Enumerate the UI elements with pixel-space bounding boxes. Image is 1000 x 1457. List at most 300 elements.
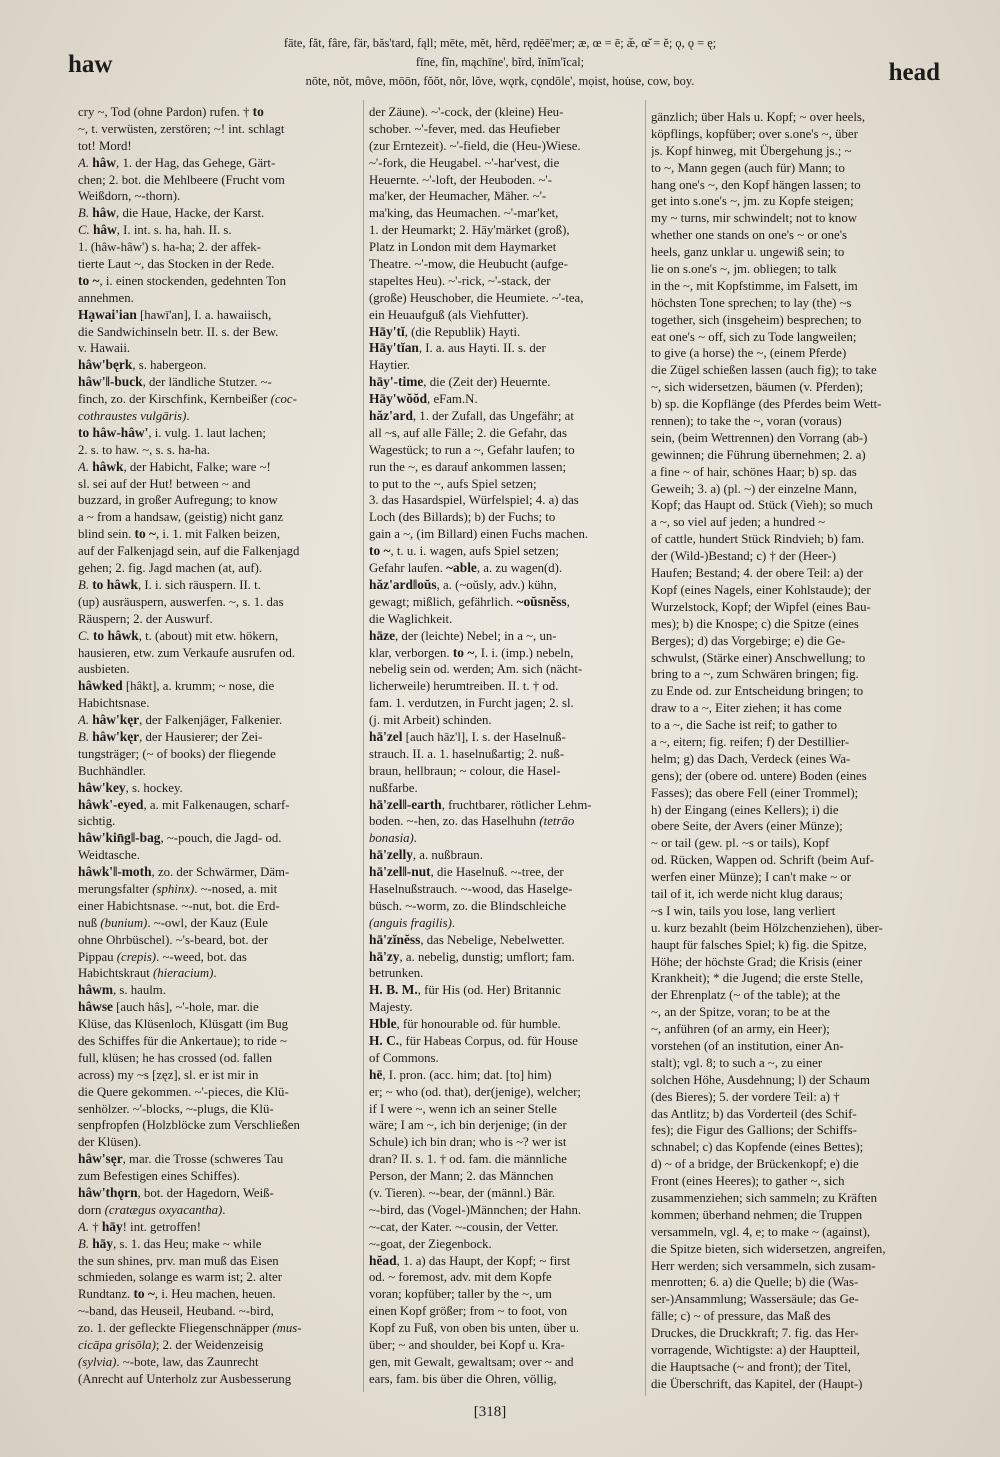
- text-run: senpfropfen (Holzblöcke zum Verschließen: [78, 1118, 300, 1133]
- text-run: , a. zu wagen(d).: [476, 561, 563, 576]
- dictionary-line: [369, 898, 641, 915]
- text-run: , s. habergeon.: [132, 358, 207, 373]
- dictionary-line: [651, 278, 940, 295]
- dictionary-line: [78, 830, 358, 847]
- text-run: die Quere gekommen. ~'-pieces, die Klü-: [78, 1084, 289, 1099]
- text-run: finch, zo. der Kirschfink, Kernbeißer: [78, 392, 271, 407]
- dictionary-line: [651, 497, 940, 514]
- dictionary-line: [78, 1151, 358, 1168]
- headword: hâwse: [78, 999, 113, 1015]
- headword: hăz'ard‖oŭs: [369, 576, 437, 592]
- dictionary-line: [369, 1117, 641, 1134]
- headword: to: [252, 104, 264, 119]
- headword: hā'zelly: [369, 847, 413, 863]
- italic-term: A.: [78, 1219, 93, 1234]
- text-run: . ~-owl, der Kauz (Eule: [147, 915, 268, 930]
- text-run: ser-)Ansammlung; Wassersäule; das Ge-: [651, 1292, 859, 1307]
- text-run: die Spitze bieten, sich widersetzen, angreifen,: [651, 1241, 886, 1256]
- text-run: köpflings, kopfüber; over s.one's ~, über: [651, 126, 858, 141]
- text-run: , I. i. sich räuspern. II. t.: [137, 577, 261, 592]
- text-run: senhölzer. ~'-blocks, ~-plugs, die Klü-: [78, 1101, 274, 1116]
- dictionary-line: [369, 1320, 641, 1337]
- text-run: gain a ~, (im Billard) einen Fuchs machen.: [369, 527, 589, 542]
- text-run: strauch. II. a. 1. haselnußartig; 2. nuß-: [369, 746, 565, 761]
- dictionary-line: [78, 425, 358, 442]
- dictionary-line: [651, 1089, 940, 1106]
- text-run: Fasses); das obere Fell (einer Trommel);: [651, 785, 859, 800]
- text-run: voran; kopfüber; taller by the ~, um: [369, 1287, 552, 1302]
- text-run: bring to a ~, zum Schwären bringen; fig.: [651, 667, 859, 682]
- dictionary-line: [369, 1016, 641, 1033]
- text-run: 3. das Hasardspiel, Würfelspiel; 4. a) das: [369, 493, 579, 508]
- dictionary-line: [369, 830, 641, 847]
- headword: hâw: [92, 154, 117, 170]
- dictionary-line: [651, 650, 940, 667]
- dictionary-line: [78, 1286, 358, 1303]
- italic-term: cicāpa grisōla): [78, 1338, 156, 1353]
- text-run: Klüse, das Klüsenloch, Klüsgatt (im Bug: [78, 1017, 289, 1032]
- text-run: , das Nebelige, Nebelwetter.: [420, 932, 565, 947]
- dictionary-line: [369, 712, 641, 729]
- dictionary-line: [78, 864, 358, 881]
- dictionary-line: [651, 160, 940, 177]
- text-run: boden. ~-hen, zo. das Haselhuhn: [369, 814, 540, 829]
- dictionary-line: [651, 869, 940, 886]
- text-run: , i. einen stockenden, gedehnten Ton: [99, 273, 286, 288]
- dictionary-line: [651, 261, 940, 278]
- headword: hĕad: [369, 1252, 397, 1268]
- italic-term: cothraustes vulgāris): [78, 409, 187, 424]
- text-run: ein Heuaufguß (als Viehfutter).: [369, 307, 529, 322]
- text-run: , a. (~oŭsly, adv.) kühn,: [436, 577, 557, 592]
- headword: to ~: [369, 543, 391, 559]
- dictionary-line: [651, 565, 940, 582]
- dictionary-line: [369, 1101, 641, 1118]
- dictionary-line: [78, 256, 358, 273]
- text-run: Druckes, die Druckkraft; 7. fig. das Her-: [651, 1326, 859, 1341]
- dictionary-line: [78, 881, 358, 898]
- dictionary-line: [369, 695, 641, 712]
- dictionary-line: [78, 273, 358, 290]
- dictionary-line: [651, 362, 940, 379]
- dictionary-line: [78, 1084, 358, 1101]
- text-run: Buchhändler.: [78, 763, 146, 778]
- text-run: cry ~, Tod (ohne Pardon) rufen. †: [78, 105, 253, 119]
- text-run: die Waglichkeit.: [369, 611, 453, 626]
- text-run: über; ~ and shoulder, bei Kopf u. Kra-: [369, 1338, 565, 1353]
- text-run: ,: [566, 594, 570, 609]
- text-run: whether one stands on one's ~ or one's: [651, 228, 847, 243]
- dictionary-line: [369, 932, 641, 949]
- dictionary-line: [651, 447, 940, 464]
- headword: hâw'thǫrn: [78, 1185, 138, 1200]
- dictionary-line: [369, 239, 641, 256]
- dictionary-line: [651, 1376, 940, 1393]
- text-run: büsch. ~-worm, zo. die Blindschleiche: [369, 898, 567, 913]
- text-run: obere Seite, der Avers (einer Münze);: [651, 819, 843, 834]
- headword: hā'zel: [369, 728, 403, 744]
- italic-term: A.: [78, 155, 93, 170]
- headword: hâw'key: [78, 779, 126, 795]
- text-run: Räuspern; 2. der Auswurf.: [78, 611, 213, 626]
- dictionary-line: [78, 1016, 358, 1033]
- text-run: ~-cat, der Kater. ~-cousin, der Vetter.: [369, 1219, 559, 1234]
- text-run: ~-goat, der Ziegenbock.: [369, 1236, 492, 1251]
- headword: hâwk'-eyed: [78, 796, 144, 812]
- dictionary-line: [369, 628, 641, 645]
- text-run: nußfarbe.: [369, 780, 418, 795]
- text-run: (große) Heuschober, die Heumiete. ~'-tea,: [369, 290, 584, 305]
- column-divider: [363, 100, 364, 1392]
- dictionary-line: [651, 1325, 940, 1342]
- headword: Hāy'tĭ: [369, 323, 405, 339]
- text-run: , 1. der Hag, das Gehege, Gärt-: [116, 155, 276, 170]
- dictionary-line: [78, 577, 358, 594]
- dictionary-line: [651, 177, 940, 194]
- text-run: fälle; c) ~ of pressure, das Maß des: [651, 1309, 831, 1324]
- italic-term: (hieracium): [152, 966, 214, 981]
- text-run: draw to a ~, Eiter ziehen; it has come: [651, 701, 842, 716]
- headword: hāze: [369, 627, 396, 643]
- dictionary-line: [369, 256, 641, 273]
- pronunciation-key: [160, 34, 840, 91]
- dictionary-line: [369, 324, 641, 341]
- text-run: mes); b) die Knospe; c) die Spitze (eines: [651, 616, 859, 631]
- text-run: (v. Tieren). ~-bear, der (männl.) Bär.: [369, 1186, 556, 1200]
- text-run: tail of it, ich werde nicht klug daraus;: [651, 886, 843, 901]
- text-run: 1. (hâw-hâw') s. ha-ha; 2. der affek-: [78, 240, 261, 255]
- text-run: ausbieten.: [78, 662, 130, 677]
- text-run: .: [451, 915, 456, 930]
- text-run: js. Kopf hinweg, mit Übergehung js.; ~: [651, 143, 852, 158]
- text-run: er; ~ who (od. that), der(jenige), welcher;: [369, 1084, 581, 1099]
- text-run: . ~-weed, bot. das: [156, 949, 247, 964]
- text-run: , der Hausierer; der Zei-: [139, 729, 263, 744]
- text-run: , die Haselnuß. ~-tree, der: [430, 865, 564, 880]
- text-run: dran? II. s. 1. † od. fam. die männliche: [369, 1152, 567, 1167]
- dictionary-line: [78, 324, 358, 341]
- text-run: run the ~, es darauf ankommen lassen;: [369, 459, 567, 474]
- text-run: der Zäune). ~'-cock, der (kleine) Heu-: [369, 105, 564, 119]
- dictionary-line: [369, 1286, 641, 1303]
- text-run: .: [186, 409, 190, 424]
- headword: hāy'-time: [369, 374, 424, 390]
- dictionary-line: [651, 329, 940, 346]
- dictionary-line: [651, 413, 940, 430]
- italic-term: (sphinx): [152, 881, 195, 896]
- text-run: rennen); to take the ~, voran (voraus): [651, 414, 842, 429]
- text-run: , I. i. (imp.) nebeln,: [474, 645, 574, 660]
- text-run: , der Habicht, Falke; ware ~!: [123, 459, 271, 474]
- text-run: betrunken.: [369, 966, 424, 981]
- dictionary-line: [651, 852, 940, 869]
- dictionary-line: [369, 172, 641, 189]
- dictionary-line: [369, 847, 641, 864]
- text-run: Höhe; der höchste Grad; die Krisis (einer: [651, 954, 863, 969]
- text-run: †: [92, 1219, 102, 1234]
- text-run: gen, mit Gewalt, gewaltsam; over ~ and: [369, 1354, 574, 1369]
- text-run: annehmen.: [78, 290, 134, 305]
- dictionary-line: [651, 1173, 940, 1190]
- text-run: h) der Eingang (eines Kellers); i) die: [651, 802, 839, 817]
- dictionary-line: [78, 307, 358, 324]
- headword: hâw'bęrk: [78, 357, 133, 373]
- dictionary-line: [651, 244, 940, 261]
- text-run: [hawī'an], I. a. hawaiisch,: [136, 307, 272, 322]
- dictionary-line: [78, 1117, 358, 1134]
- dictionary-line: [369, 273, 641, 290]
- text-run: , mar. die Trosse (schweres Tau: [122, 1152, 284, 1167]
- italic-term: B.: [78, 1236, 93, 1251]
- dictionary-line: [651, 886, 940, 903]
- dictionary-line: [651, 582, 940, 599]
- dictionary-line: [651, 1004, 940, 1021]
- dictionary-line: [369, 611, 641, 628]
- dictionary-line: [651, 464, 940, 481]
- text-run: Habichtsnase.: [78, 696, 150, 711]
- text-run: ohne Ohrbüschel). ~'s-beard, bot. der: [78, 932, 269, 947]
- dictionary-line: [369, 543, 641, 560]
- text-run: Herr werden; sich versammeln, sich zusam-: [651, 1258, 876, 1273]
- text-run: Heuernte. ~'-loft, der Heuboden. ~'-: [369, 172, 552, 187]
- dictionary-line: [369, 915, 641, 932]
- dictionary-line: [651, 295, 940, 312]
- dictionary-line: [78, 222, 358, 239]
- text-run: , s. hockey.: [125, 780, 183, 795]
- dictionary-line: [78, 1303, 358, 1320]
- text-run: haupt für falsches Spiel; k) fig. die Spitze,: [651, 937, 867, 952]
- dictionary-line: [78, 357, 358, 374]
- dictionary-line: [651, 1106, 940, 1123]
- text-run: Wurzelstock, Kopf; der Wipfel (eines Bau-: [651, 599, 871, 614]
- dictionary-line: [369, 746, 641, 763]
- text-run: a ~, so viel auf jeden; a hundred ~: [651, 515, 826, 530]
- dictionary-line: [369, 729, 641, 746]
- dictionary-line: [369, 442, 641, 459]
- dictionary-line: [651, 768, 940, 785]
- dictionary-line: [651, 1274, 940, 1291]
- dictionary-line: [651, 1241, 940, 1258]
- text-run: , 1. der Zufall, das Ungefähr; at: [412, 409, 574, 424]
- column-1: [78, 104, 358, 1388]
- text-run: schnabel; c) das Kopfende (eines Bettes);: [651, 1140, 864, 1155]
- italic-term: B.: [78, 729, 93, 744]
- text-run: vorragende, Wichtigste: a) der Hauptteil,: [651, 1343, 860, 1358]
- dictionary-line: [369, 864, 641, 881]
- text-run: Gefahr laufen.: [369, 561, 447, 576]
- text-run: zu Ende od. zur Entscheidung bringen; to: [651, 684, 864, 699]
- dictionary-line: [651, 1021, 940, 1038]
- dictionary-line: [369, 104, 641, 121]
- dictionary-line: [651, 109, 940, 126]
- headword: hāy: [101, 1218, 123, 1234]
- text-run: , I. int. s. ha, hah. II. s.: [116, 223, 232, 238]
- text-run: Weidtasche.: [78, 848, 140, 863]
- text-run: hausieren, etw. zum Verkaufe ausrufen od.: [78, 645, 296, 660]
- dictionary-line: [651, 1139, 940, 1156]
- text-run: , der ländliche Stutzer. ~-: [142, 375, 272, 390]
- dictionary-line: [369, 965, 641, 982]
- dictionary-line: [369, 1253, 641, 1270]
- dictionary-line: [651, 379, 940, 396]
- dictionary-line: [651, 734, 940, 751]
- text-run: schober. ~'-fever, med. das Heufieber: [369, 121, 560, 136]
- pronunciation-key-line: fāte, făt, fâre, fär, băs'tard, fąll; mēte, mĕt, hẽrd, rędēē'mer; æ, œ = ē; æ̆, œ̆ = ĕ; ǫ, ǫ = ę;: [283, 36, 717, 50]
- text-run: Kopf (eines Nagels, einer Kohlstaude); der: [651, 582, 871, 597]
- dictionary-line: [369, 1202, 641, 1219]
- text-run: zusammenziehen; sich sammeln; zu Kräften: [651, 1191, 877, 1205]
- text-run: d) ~ of a bridge, der Brückenkopf; e) die: [651, 1157, 859, 1172]
- dictionary-line: [369, 357, 641, 374]
- text-run: klar, verborgen.: [369, 645, 453, 660]
- italic-term: (tetrāo: [539, 814, 575, 829]
- dictionary-line: [369, 408, 641, 425]
- dictionary-line: [651, 430, 940, 447]
- dictionary-line: [651, 1190, 940, 1207]
- text-run: together, sich (insgeheim) besprechen; to: [651, 312, 862, 327]
- dictionary-line: [651, 987, 940, 1004]
- text-run: schmieden, solange es warm ist; 2. alter: [78, 1270, 282, 1285]
- dictionary-line: [369, 222, 641, 239]
- dictionary-line: [369, 949, 641, 966]
- dictionary-line: [651, 514, 940, 531]
- text-run: chen; 2. bot. die Mehlbeere (Frucht vom: [78, 172, 285, 187]
- italic-term: A.: [78, 713, 93, 728]
- dictionary-line: [369, 340, 641, 357]
- dictionary-line: [651, 227, 940, 244]
- headword: hâwked: [78, 678, 123, 694]
- text-run: . ~-bote, law, das Zaunrecht: [116, 1354, 259, 1369]
- dictionary-line: [651, 312, 940, 329]
- guide-word-right: head: [888, 59, 940, 86]
- italic-term: C.: [78, 223, 93, 238]
- text-run: ~, t. verwüsten, zerstören; ~! int. schlagt: [78, 121, 285, 136]
- text-run: v. Hawaii.: [78, 341, 131, 356]
- italic-term: (bunium): [100, 915, 148, 930]
- headword: H. C.: [369, 1032, 400, 1048]
- dictionary-line: [78, 121, 358, 138]
- text-run: to put to the ~, aufs Spiel setzen;: [369, 476, 537, 491]
- text-run: heels, ganz unklar u. ungewiß sein; to: [651, 245, 845, 260]
- text-run: , die Haue, Hacke, der Karst.: [116, 206, 265, 221]
- text-run: Haytier.: [369, 358, 410, 373]
- dictionary-line: [78, 543, 358, 560]
- dictionary-line: [78, 915, 358, 932]
- text-run: in the ~, mit Kopfstimme, im Falsett, im: [651, 278, 858, 293]
- headword: to hâwk: [92, 576, 138, 592]
- text-run: gewinnen; die Führung übernehmen; 2. a): [651, 447, 866, 462]
- text-run: , der Falkenjäger, Falkenier.: [139, 713, 283, 728]
- dictionary-line: [369, 982, 641, 999]
- dictionary-line: [369, 290, 641, 307]
- headword: hâw'kin̄g‖-bag: [78, 830, 161, 846]
- headword: hā'zy: [369, 948, 400, 964]
- text-run: , für Habeas Corpus, od. für House: [399, 1033, 578, 1048]
- headword: Hāy'tĭan: [369, 340, 419, 356]
- text-run: [auch hāz'l], I. s. der Haselnuß-: [402, 729, 566, 744]
- text-run: , der (leichte) Nebel; in a ~, un-: [395, 628, 557, 643]
- dictionary-line: [78, 965, 358, 982]
- dictionary-line: [651, 193, 940, 210]
- dictionary-line: [78, 526, 358, 543]
- text-run: braun, hellbraun; ~ colour, die Hasel-: [369, 763, 561, 778]
- dictionary-line: [369, 374, 641, 391]
- dictionary-line: [651, 1038, 940, 1055]
- text-run: Loch (des Billards); b) der Fuchs; to: [369, 510, 556, 525]
- text-run: .: [413, 831, 417, 846]
- text-run: , I. pron. (acc. him; dat. [to] him): [382, 1067, 552, 1082]
- headword: hâw: [92, 222, 117, 238]
- text-run: a fine ~ of hair, schönes Haar; b) sp. das: [651, 464, 857, 479]
- headword: hâwk: [92, 458, 124, 474]
- text-run: menrotten; 6. a) die Quelle; b) die (Was-: [651, 1275, 859, 1290]
- dictionary-line: [369, 1134, 641, 1151]
- headword: to hâw-hâw': [78, 424, 149, 440]
- dictionary-line: [651, 143, 940, 160]
- dictionary-line: [651, 1122, 940, 1139]
- text-run: ~, anführen (of an army, ein Heer);: [651, 1022, 830, 1037]
- text-run: get into s.one's ~, jm. zu Kopfe steigen;: [651, 194, 854, 209]
- dictionary-line: [369, 661, 641, 678]
- column-2: [369, 104, 641, 1388]
- text-run: u. kurz bezahlt (beim Hölzchenziehen), über-: [651, 920, 883, 935]
- text-run: ~, an der Spitze, voran; to be at the: [651, 1005, 830, 1020]
- text-run: Weißdorn, ~-thorn).: [78, 189, 181, 204]
- headword: hā'zel‖-earth: [369, 796, 442, 812]
- text-run: sein, (beim Wettrennen) den Vorrang (ab-): [651, 430, 868, 445]
- text-run: Person, der Mann; 2. das Männchen: [369, 1169, 554, 1184]
- text-run: , bot. der Hagedorn, Weiß-: [137, 1186, 274, 1200]
- dictionary-line: [78, 172, 358, 189]
- dictionary-line: [78, 476, 358, 493]
- headword: hâw'kęr: [92, 728, 140, 744]
- dictionary-line: [369, 1236, 641, 1253]
- headword: to ~: [133, 1286, 155, 1302]
- dictionary-line: [369, 1151, 641, 1168]
- text-run: .: [222, 1202, 226, 1217]
- text-run: Kopf zu Fuß, von oben bis unten, über u.: [369, 1321, 580, 1336]
- text-run: , für honourable od. für humble.: [396, 1017, 561, 1032]
- text-run: Kopf; das Haupt od. Stück (Vieh); so much: [651, 498, 873, 513]
- dictionary-line: [78, 594, 358, 611]
- text-run: merungsfalter: [78, 881, 153, 896]
- text-run: (zur Erntezeit). ~'-field, die (Heu-)Wiese.: [369, 138, 581, 153]
- dictionary-line: [369, 881, 641, 898]
- headword: hâwk'‖-moth: [78, 864, 152, 880]
- text-run: zo. 1. der gefleckte Fliegenschnäpper: [78, 1321, 273, 1336]
- text-run: gens); der (obere od. untere) Boden (eines: [651, 768, 867, 783]
- dictionary-line: [369, 1033, 641, 1050]
- text-run: Habichtskraut: [78, 966, 153, 981]
- text-run: der (Wild-)Bestand; c) † der (Heer-): [651, 549, 837, 564]
- dictionary-line: [78, 780, 358, 797]
- dictionary-line: [369, 492, 641, 509]
- dictionary-line: [78, 847, 358, 864]
- dictionary-line: [78, 1236, 358, 1253]
- headword: hăz'ard: [369, 408, 413, 424]
- text-run: tot! Mord!: [78, 138, 132, 153]
- text-run: (Anrecht auf Unterholz zur Ausbesserung: [78, 1371, 292, 1386]
- dictionary-line: [78, 999, 358, 1016]
- headword: hāy: [92, 1235, 114, 1251]
- text-run: to a ~, die Sache ist reif; to gather to: [651, 718, 838, 733]
- dictionary-line: [651, 345, 940, 362]
- dictionary-line: [78, 1354, 358, 1371]
- text-run: ma'ker, der Heumacher, Mäher. ~'-: [369, 189, 547, 204]
- italic-term: A.: [78, 459, 93, 474]
- dictionary-line: [369, 476, 641, 493]
- dictionary-line: [78, 763, 358, 780]
